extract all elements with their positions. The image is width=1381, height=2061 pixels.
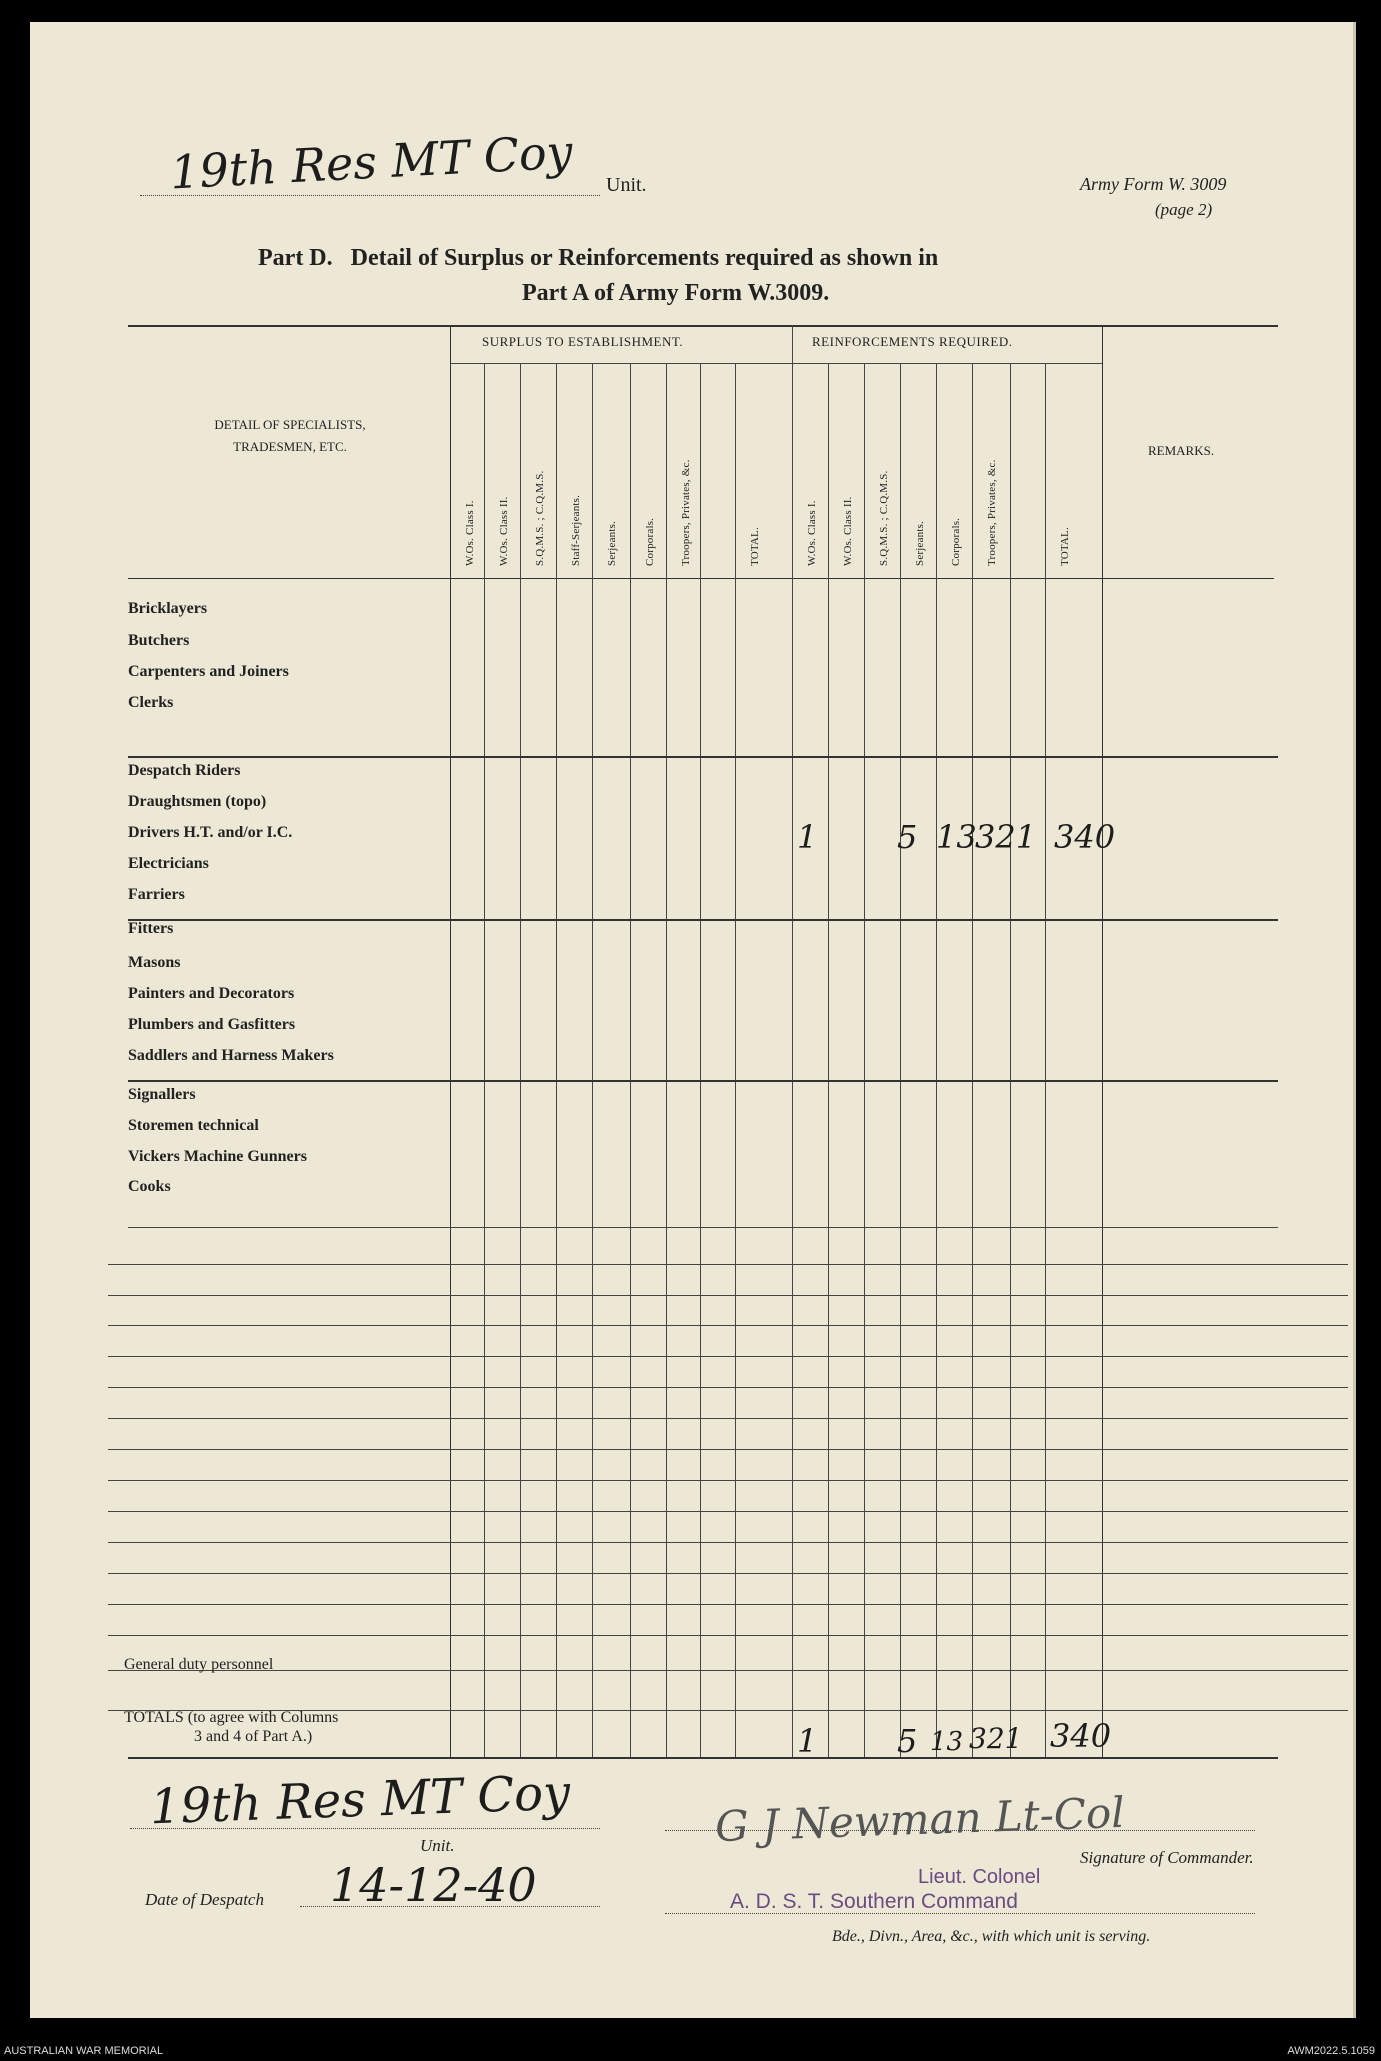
table-column-line xyxy=(700,363,701,1757)
totals-troopers-entry: 321 xyxy=(969,1722,1023,1755)
form-title-line2: Part A of Army Form W.3009. xyxy=(522,280,830,306)
row-label: Vickers Machine Gunners xyxy=(128,1148,307,1165)
table-top-rule xyxy=(128,325,1278,327)
archive-credit-left: AUSTRALIAN WAR MEMORIAL xyxy=(4,2045,164,2057)
table-column-line xyxy=(520,363,521,1757)
table-column-line xyxy=(900,363,901,1757)
row-label: Bricklayers xyxy=(128,600,208,617)
reinforcements-col-header: W.Os. Class I. xyxy=(806,500,818,566)
surplus-col-header: S.Q.M.S. ; C.Q.M.S. xyxy=(534,470,546,566)
reinforcements-col-header: Corporals. xyxy=(950,517,962,566)
reinforcements-col-header: Troopers, Privates, &c. xyxy=(986,459,998,566)
footer-unit-underline xyxy=(130,1828,600,1829)
table-row-rule xyxy=(108,1356,1348,1357)
unit-handwritten: 19th Res MT Coy xyxy=(168,124,574,200)
reinforcements-col-header: S.Q.M.S. ; C.Q.M.S. xyxy=(878,470,890,566)
table-column-line xyxy=(484,363,485,1757)
table-row-rule xyxy=(108,1449,1348,1450)
table-column-line xyxy=(936,363,937,1757)
reinforcements-header: REINFORCEMENTS REQUIRED. xyxy=(812,334,1013,349)
drivers-serjeants-entry: 5 xyxy=(897,818,918,856)
row-label: Storemen technical xyxy=(128,1117,259,1134)
surplus-col-header: Troopers, Privates, &c. xyxy=(680,459,692,566)
table-row-rule xyxy=(108,1264,1348,1265)
table-row-rule xyxy=(108,1387,1348,1388)
row-label: Carpenters and Joiners xyxy=(128,663,289,680)
table-column-line xyxy=(630,363,631,1757)
row-label: Fitters xyxy=(128,920,174,937)
bde-label: Bde., Divn., Area, &c., with which unit is serving. xyxy=(832,1928,1151,1945)
row-label: Painters and Decorators xyxy=(128,985,295,1002)
table-row-rule xyxy=(128,756,1278,758)
table-row-rule xyxy=(108,1325,1348,1326)
row-label: Butchers xyxy=(128,632,190,649)
drivers-wo1-entry: 1 xyxy=(797,818,818,856)
row-label: Clerks xyxy=(128,694,174,711)
footer-unit-label: Unit. xyxy=(420,1836,455,1855)
surplus-col-header: W.Os. Class I. xyxy=(464,500,476,566)
detail-header-line1: DETAIL OF SPECIALISTS, xyxy=(214,417,366,432)
row-label: Electricians xyxy=(128,855,209,872)
stamp-rank: Lieut. Colonel xyxy=(918,1866,1041,1888)
table-row-rule xyxy=(128,919,1278,921)
surplus-col-header: W.Os. Class II. xyxy=(498,496,510,566)
detail-header-line2: TRADESMEN, ETC. xyxy=(233,439,347,454)
table-row-rule xyxy=(108,1418,1348,1419)
table-row-rule xyxy=(128,1757,1278,1759)
drivers-corporals-entry: 13 xyxy=(936,818,977,856)
totals-wo1-entry: 1 xyxy=(797,1722,818,1760)
table-row-rule xyxy=(108,1295,1348,1296)
drivers-troopers-entry: 321 xyxy=(975,818,1037,856)
table-row-rule xyxy=(128,1227,1278,1228)
despatch-label: Date of Despatch xyxy=(145,1890,264,1909)
totals-label-line2: 3 and 4 of Part A.) xyxy=(194,1728,313,1745)
surplus-col-header: Staff-Serjeants. xyxy=(570,494,582,566)
form-number: Army Form W. 3009 xyxy=(1080,174,1227,194)
table-column-line xyxy=(864,363,865,1757)
table-column-line xyxy=(972,363,973,1757)
table-column-line xyxy=(1045,363,1046,1757)
table-column-line xyxy=(828,363,829,1757)
table-column-line xyxy=(592,363,593,1757)
commander-signature: G J Newman Lt-Col xyxy=(714,1787,1126,1852)
table-row-rule xyxy=(128,1080,1278,1082)
archive-credit-right: AWM2022.5.1059 xyxy=(1287,2045,1375,2057)
surplus-col-header: Corporals. xyxy=(644,517,656,566)
row-label: Saddlers and Harness Makers xyxy=(128,1047,334,1064)
remarks-header: REMARKS. xyxy=(1148,443,1215,458)
despatch-date: 14-12-40 xyxy=(330,1858,537,1912)
table-row-rule xyxy=(108,1670,1348,1671)
table-column-line xyxy=(1010,363,1011,1757)
row-label: Cooks xyxy=(128,1178,171,1195)
totals-label-line1: TOTALS (to agree with Columns xyxy=(124,1709,339,1726)
row-label: Plumbers and Gasfitters xyxy=(128,1016,296,1033)
signature-label: Signature of Commander. xyxy=(1080,1848,1254,1867)
row-label: Draughtsmen (topo) xyxy=(128,793,267,810)
totals-label xyxy=(124,1708,338,1746)
page-number: (page 2) xyxy=(1155,200,1213,219)
totals-total-entry: 340 xyxy=(1050,1717,1112,1755)
unit-underline xyxy=(140,195,600,196)
form-title-line1: Part D. Detail of Surplus or Reinforcements required as shown in xyxy=(258,245,939,271)
row-label: Drivers H.T. and/or I.C. xyxy=(128,824,293,841)
surplus-header: SURPLUS TO ESTABLISHMENT. xyxy=(482,334,684,349)
totals-corporals-entry: 13 xyxy=(930,1727,964,1757)
reinforcements-col-header: TOTAL. xyxy=(1059,527,1071,566)
stamp-unit: A. D. S. T. Southern Command xyxy=(730,1890,1018,1913)
general-duty-label: General duty personnel xyxy=(124,1656,274,1673)
unit-label: Unit. xyxy=(606,174,647,196)
table-column-line xyxy=(735,363,736,1757)
surplus-col-header: TOTAL. xyxy=(749,527,761,566)
table-row-rule xyxy=(108,1573,1348,1574)
table-row-rule xyxy=(108,1635,1348,1636)
table-row-rule xyxy=(108,1480,1348,1481)
row-label: Farriers xyxy=(128,886,185,903)
row-label: Despatch Riders xyxy=(128,762,241,779)
bde-underline xyxy=(665,1913,1255,1914)
table-row-rule xyxy=(108,1542,1348,1543)
drivers-total-entry: 340 xyxy=(1054,818,1116,856)
reinforcements-col-header: W.Os. Class II. xyxy=(842,496,854,566)
group-header-rule xyxy=(450,363,1102,364)
footer-unit-handwritten: 19th Res MT Coy xyxy=(149,1764,571,1836)
table-row-rule xyxy=(108,1511,1348,1512)
detail-header xyxy=(160,414,420,458)
surplus-col-header: Serjeants. xyxy=(606,520,618,566)
row-label: Masons xyxy=(128,954,181,971)
table-column-line xyxy=(666,363,667,1757)
reinforcements-col-header: Serjeants. xyxy=(914,520,926,566)
table-row-rule xyxy=(108,1604,1348,1605)
table-column-line xyxy=(556,363,557,1757)
totals-serjeants-entry: 5 xyxy=(897,1722,918,1760)
row-label: Signallers xyxy=(128,1086,196,1103)
